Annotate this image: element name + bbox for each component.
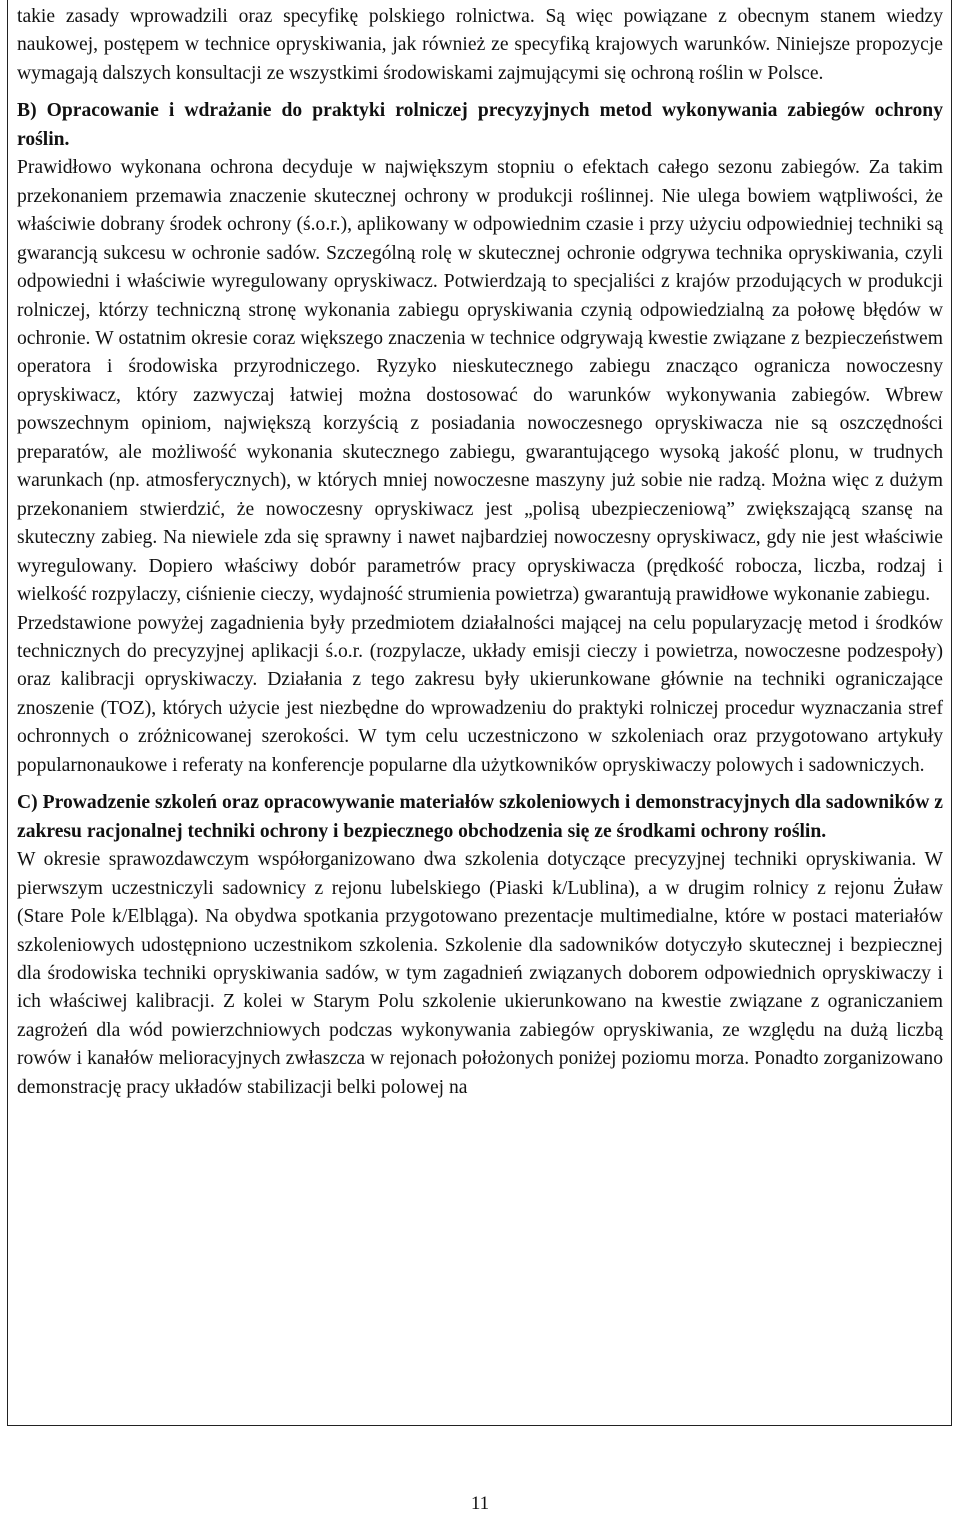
- document-body: [17, 3, 943, 1102]
- section-c-heading: C) Prowadzenie szkoleń oraz opracowywanie materiałów szkoleniowych i demonstracyjnych dla sadowników z zakresu racjonalnej techniki ochrony i bezpiecznego obchodzenia się ze środkami ochrony roślin.: [17, 792, 943, 842]
- intro-paragraph: takie zasady wprowadzili oraz specyfikę polskiego rolnictwa. Są więc powiązane z obecnym stanem wiedzy naukowej, postępem w technice opryskiwania, jak również ze specyfiką krajowych warunków. Niniejsze propozycje wymagają dalszych konsultacji ze wszystkimi środowiskami zajmującymi się ochroną roślin w Polsce.: [17, 6, 943, 84]
- page-number: 11: [470, 1493, 490, 1514]
- section-c-paragraph-1: W okresie sprawozdawczym współorganizowano dwa szkolenia dotyczące precyzyjnej techniki opryskiwania. W pierwszym uczestniczyli sadownicy z rejonu lubelskiego (Piaski k/Lublina), a w drugim rolnicy z rejonu Żuław (Stare Pole k/Elbląga). Na obydwa spotkania przygotowano prezentacje multimedialne, które w postaci materiałów szkoleniowych udostępniono uczestnikom szkolenia. Szkolenie dla sadowników dotyczyło skutecznej i bezpiecznej dla środowiska techniki opryskiwania sadów, w tym zagadnień związanych doborem odpowiednich opryskiwaczy i ich właściwej kalibracji. Z kolei w Starym Polu szkolenie ukierunkowano na kwestie związane z ograniczaniem zagrożeń dla wód powierzchniowych podczas wykonywania zabiegów opryskiwania, ze względu na dużą liczbą rowów i kanałów melioracyjnych zwłaszcza w rejonach położonych poniżej poziomu morza. Ponadto zorganizowano demonstrację pracy układów stabilizacji belki polowej na: [17, 849, 943, 1098]
- section-b-heading: B) Opracowanie i wdrażanie do praktyki rolniczej precyzyjnych metod wykonywania zabiegów ochrony roślin.: [17, 100, 943, 150]
- section-b-paragraph-1: Prawidłowo wykonana ochrona decyduje w największym stopniu o efektach całego sezonu zabiegów. Za takim przekonaniem przemawia znaczenie skutecznej ochrony w produkcji roślinnej. Nie ulega bowiem wątpliwości, że właściwie dobrany środek ochrony (ś.o.r.), aplikowany w odpowiednim czasie i przy użyciu odpowiedniej techniki są gwarancją sukcesu w ochronie sadów. Szczególną rolę w skutecznej ochronie odgrywa technika opryskiwania, czyli odpowiedni i właściwie wyregulowany opryskiwacz. Potwierdzają to specjaliści z krajów przodujących w produkcji rolniczej, którzy techniczną stronę wykonania zabiegu opryskiwania czynią odpowiedzialną za połowę błędów w ochronie. W ostatnim okresie coraz większego znaczenia w technice odgrywają kwestie związane z bezpieczeństwem operatora i środowiska przyrodniczego. Ryzyko nieskutecznego zabiegu znacząco ogranicza nowoczesny opryskiwacz, który zazwyczaj łatwiej można dostosować do warunków wykonywania zabiegów. Wbrew powszechnym opiniom, największą korzyścią z posiadania nowoczesnego opryskiwacza nie są oszczędności preparatów, ale możliwość wykonania skutecznego zabiegu, gwarantującego wysoką jakość plonu, w trudnych warunkach (np. atmosferycznych), w których mniej nowoczesne maszyny już sobie nie radzą. Można więc z dużym przekonaniem stwierdzić, że nowoczesny opryskiwacz jest „polisą ubezpieczeniową” zwiększającą szansę na skuteczny zabieg. Na niewiele zda się sprawny i nawet najbardziej nowoczesny opryskiwacz, gdy nie jest właściwie wyregulowany. Dopiero właściwy dobór parametrów pracy opryskiwacza (prędkość robocza, liczba, rodzaj i wielkość rozpylaczy, ciśnienie cieczy, wydajność strumienia powietrza) gwarantują prawidłowe wykonanie zabiegu.: [17, 157, 943, 606]
- section-b-paragraph-2: Przedstawione powyżej zagadnienia były przedmiotem działalności mającej na celu popularyzację metod i środków technicznych do precyzyjnej aplikacji ś.o.r. (rozpylacze, układy emisji cieczy i powietrza, nowoczesne podzespoły) oraz kalibracji opryskiwaczy. Działania z tego zakresu były ukierunkowane głównie na techniki ograniczające znoszenie (TOZ), których użycie jest niezbędne do wprowadzeniu do praktyki rolniczej procedur wyznaczania stref ochronnych o zróżnicowanej szerokości. W tym celu uczestniczono w szkoleniach oraz przygotowano artykuły popularnonaukowe i referaty na konferencje popularne dla użytkowników opryskiwaczy polowych i sadowniczych.: [17, 612, 943, 776]
